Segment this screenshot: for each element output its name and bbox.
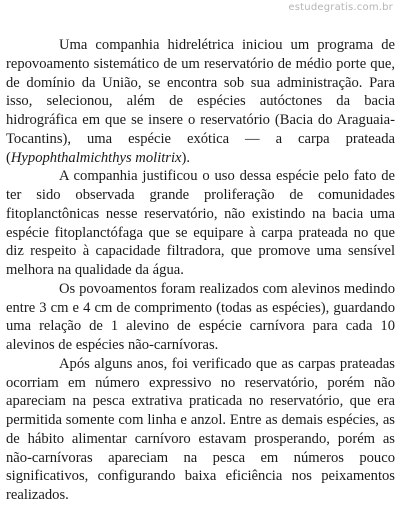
paragraph-3: Os povoamentos foram realizados com alevinos medindo entre 3 cm e 4 cm de comprimento (todas as espécies), guardando uma relação de 1 alevino de espécie carnívora para cada 10 alevinos de espécies não-carnívoras. xyxy=(6,280,395,353)
paragraph-1 xyxy=(6,36,395,167)
paragraph-1-text: Uma companhia hidrelétrica iniciou um programa de repovoamento sistemático de um reservatório de médio porte que, de domínio da União, se encontra sob sua administração. Para isso, selecionou, além de espécies autóctones da bacia hidrográfica em que se insere o reservatório (Bacia do Araguaia-Tocantins), uma espécie exótica — a carpa prateada ( xyxy=(6,37,395,166)
paragraph-4: Após alguns anos, foi verificado que as carpas prateadas ocorriam em número expressivo no reservatório, porém não apareciam na pesca extrativa praticada no reservatório, que era permitida somente com linha e anzol. Entre as demais espécies, as de hábito alimentar carnívoro estavam prosperando, porém as não-carnívoras apareciam na pesca em números pouco significativos, configurando baixa eficiência nos peixamentos realizados. xyxy=(6,355,395,503)
paragraph-1-tail: ). xyxy=(181,149,191,166)
site-watermark: estudegratis.com.br xyxy=(288,2,393,13)
paragraph-2: A companhia justificou o uso dessa espécie pelo fato de ter sido observada grande proliferação de comunidades fitoplanctônicas nesse reservatório, não existindo na bacia uma espécie fitoplanctófaga que se equipare à carpa prateada no que diz respeito à capacidade filtradora, que promove uma sensível melhora na qualidade da água. xyxy=(6,168,395,278)
species-scientific-name: Hypophthalmichthys molitrix xyxy=(10,149,182,166)
document-body xyxy=(6,36,395,505)
